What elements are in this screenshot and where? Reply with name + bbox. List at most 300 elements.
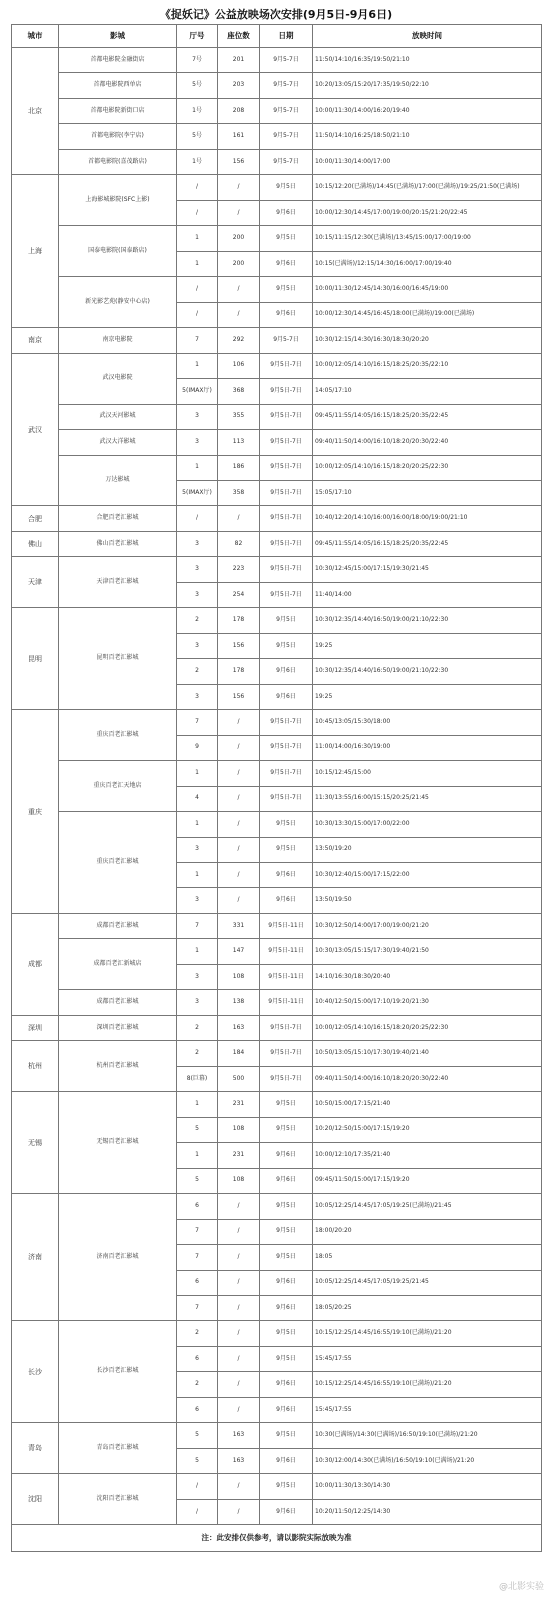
showtimes-cell: 10:00/12:30/14:45/16:45/18:00(已满场)/19:00(已满场) [313,302,542,327]
date-cell: 9月5日 [260,1423,313,1448]
seats-cell: / [218,277,260,302]
date-cell: 9月5日 [260,1117,313,1142]
date-cell: 9月5日-11日 [260,990,313,1015]
hall-cell: 5(IMAX厅) [177,379,218,404]
table-row [12,710,542,735]
date-cell: 9月5-7日 [260,124,313,149]
hall-cell: 3 [177,684,218,709]
hall-cell: 1 [177,939,218,964]
date-cell: 9月5日 [260,1245,313,1270]
date-cell: 9月5日-7日 [260,379,313,404]
cinema-cell: 沈阳百老汇影城 [59,1474,177,1525]
date-cell: 9月6日 [260,1499,313,1524]
showtimes-cell: 10:15/12:25/14:45/16:55/19:10(已满场)/21:20 [313,1321,542,1346]
date-cell: 9月5日-7日 [260,1015,313,1040]
date-cell: 9月5日 [260,1321,313,1346]
seats-cell: 108 [218,1117,260,1142]
seats-cell: / [218,710,260,735]
showtimes-cell: 15:45/17:55 [313,1397,542,1422]
seats-cell: / [218,812,260,837]
note-row [12,1525,542,1552]
cinema-cell: 成都百老汇新城店 [59,939,177,990]
hall-cell: / [177,506,218,531]
seats-cell: / [218,1397,260,1422]
hall-cell: 2 [177,1015,218,1040]
date-cell: 9月5日-7日 [260,455,313,480]
hall-cell: 6 [177,1270,218,1295]
table-row [12,531,542,556]
seats-cell: 292 [218,328,260,353]
seats-cell: 186 [218,455,260,480]
date-cell: 9月6日 [260,659,313,684]
hall-cell: 3 [177,557,218,582]
hall-cell: 4 [177,786,218,811]
date-cell: 9月5日-11日 [260,939,313,964]
showtimes-cell: 10:05/12:25/14:45/17:05/19:25/21:45 [313,1270,542,1295]
seats-cell: / [218,735,260,760]
seats-cell: 156 [218,633,260,658]
hall-cell: 5 [177,1423,218,1448]
showtimes-cell: 10:00/11:30/13:30/14:30 [313,1474,542,1499]
date-cell: 9月5日-7日 [260,786,313,811]
cinema-cell: 首都电影院新街口店 [59,98,177,123]
hall-cell: 1 [177,226,218,251]
city-cell: 北京 [12,48,59,175]
watermark: @北影实验 [498,1582,544,1592]
seats-cell: 200 [218,251,260,276]
seats-cell: / [218,786,260,811]
table-row [12,404,542,429]
table-row [12,1015,542,1040]
hall-cell: 7 [177,1219,218,1244]
seats-cell: 82 [218,531,260,556]
table-row [12,608,542,633]
showtimes-cell: 10:50/13:05/15:10/17:30/19:40/21:40 [313,1041,542,1066]
hall-cell: 7 [177,710,218,735]
date-cell: 9月5日-7日 [260,582,313,607]
seats-cell: 368 [218,379,260,404]
cinema-cell: 首都电影院金融街店 [59,48,177,73]
table-row [12,990,542,1015]
seats-cell: 138 [218,990,260,1015]
showtimes-cell: 10:30/12:50/14:00/17:00/19:00/21:20 [313,913,542,938]
date-cell: 9月5-7日 [260,328,313,353]
hall-cell: 7 [177,1295,218,1320]
header-date: 日期 [260,25,313,48]
table-row [12,761,542,786]
cinema-cell: 济南百老汇影城 [59,1194,177,1321]
hall-cell: 6 [177,1194,218,1219]
table-row [12,939,542,964]
cinema-cell: 青岛百老汇影城 [59,1423,177,1474]
showtimes-cell: 11:40/14:00 [313,582,542,607]
city-cell: 无锡 [12,1092,59,1194]
showtimes-cell: 09:40/11:50/14:00/16:10/18:20/20:30/22:40 [313,1066,542,1091]
showtimes-cell: 10:30/12:00/14:30(已满场)/16:50/19:10(已满场)/21:20 [313,1448,542,1473]
hall-cell: 7 [177,913,218,938]
seats-cell: / [218,1270,260,1295]
date-cell: 9月5日-7日 [260,1041,313,1066]
date-cell: 9月6日 [260,1143,313,1168]
seats-cell: 147 [218,939,260,964]
showtimes-cell: 13:50/19:20 [313,837,542,862]
date-cell: 9月5日 [260,633,313,658]
hall-cell: 3 [177,430,218,455]
city-cell: 武汉 [12,353,59,506]
seats-cell: / [218,1346,260,1371]
hall-cell: 7 [177,328,218,353]
date-cell: 9月5日 [260,277,313,302]
city-cell: 昆明 [12,608,59,710]
showtimes-cell: 10:50/15:00/17:15/21:40 [313,1092,542,1117]
showtimes-cell: 09:40/11:50/14:00/16:10/18:20/20:30/22:40 [313,430,542,455]
cinema-cell: 昆明百老汇影城 [59,608,177,710]
table-row [12,48,542,73]
cinema-cell: 重庆百老汇影城 [59,710,177,761]
date-cell: 9月5日 [260,1474,313,1499]
city-cell: 合肥 [12,506,59,531]
seats-cell: 163 [218,1015,260,1040]
showtimes-cell: 11:50/14:10/16:35/19:50/21:10 [313,48,542,73]
showtimes-cell: 13:50/19:50 [313,888,542,913]
date-cell: 9月5-7日 [260,48,313,73]
table-row [12,430,542,455]
showtimes-cell: 10:30/13:30/15:00/17:00/22:00 [313,812,542,837]
date-cell: 9月5日 [260,1346,313,1371]
city-cell: 上海 [12,175,59,328]
hall-cell: / [177,175,218,200]
hall-cell: 5号 [177,124,218,149]
city-cell: 长沙 [12,1321,59,1423]
hall-cell: 1 [177,812,218,837]
seats-cell: / [218,1194,260,1219]
seats-cell: 231 [218,1143,260,1168]
showtimes-cell: 10:45/13:05/15:30/18:00 [313,710,542,735]
showtimes-cell: 10:30/12:15/14:30/16:30/18:30/20:20 [313,328,542,353]
seats-cell: 108 [218,1168,260,1193]
showtimes-cell: 10:00/12:05/14:10/16:15/18:20/20:25/22:30 [313,455,542,480]
showtimes-cell: 10:15/11:15/12:30(已满场)/13:45/15:00/17:00/19:00 [313,226,542,251]
hall-cell: 1号 [177,149,218,174]
hall-cell: 5 [177,1168,218,1193]
table-row [12,124,542,149]
hall-cell: 1 [177,251,218,276]
seats-cell: 156 [218,684,260,709]
showtimes-cell: 10:00/11:30/12:45/14:30/16:00/16:45/19:00 [313,277,542,302]
showtimes-cell: 10:30/12:35/14:40/16:50/19:00/21:10/22:30 [313,608,542,633]
city-cell: 沈阳 [12,1474,59,1525]
page-title: 《捉妖记》公益放映场次安排(9月5日-9月6日) [159,8,393,21]
showtimes-cell: 14:05/17:10 [313,379,542,404]
date-cell: 9月6日 [260,1372,313,1397]
table-row [12,328,542,353]
hall-cell: 3 [177,531,218,556]
hall-cell: 1 [177,761,218,786]
city-cell: 济南 [12,1194,59,1321]
date-cell: 9月6日 [260,863,313,888]
header-showtimes: 放映时间 [313,25,542,48]
showtimes-cell: 10:30/12:35/14:40/16:50/19:00/21:10/22:30 [313,659,542,684]
seats-cell: / [218,302,260,327]
date-cell: 9月5日-7日 [260,353,313,378]
showtimes-cell: 10:20/13:05/15:20/17:35/19:50/22:10 [313,73,542,98]
showtimes-cell: 10:00/11:30/14:00/17:00 [313,149,542,174]
seats-cell: / [218,200,260,225]
table-header-row [12,25,542,48]
hall-cell: 3 [177,404,218,429]
seats-cell: 208 [218,98,260,123]
date-cell: 9月6日 [260,200,313,225]
showtimes-cell: 18:05/20:25 [313,1295,542,1320]
cinema-cell: 首都电影院(喜茂路店) [59,149,177,174]
date-cell: 9月5日 [260,812,313,837]
showtimes-cell: 18:00/20:20 [313,1219,542,1244]
seats-cell: / [218,1295,260,1320]
seats-cell: 254 [218,582,260,607]
cinema-cell: 万达影城 [59,455,177,506]
cinema-cell: 上海影城影院(SFC上影) [59,175,177,226]
showtimes-cell: 11:50/14:10/16:25/18:50/21:10 [313,124,542,149]
seats-cell: 184 [218,1041,260,1066]
seats-cell: 231 [218,1092,260,1117]
hall-cell: 7号 [177,48,218,73]
seats-cell: 358 [218,480,260,505]
seats-cell: 113 [218,430,260,455]
seats-cell: / [218,1219,260,1244]
hall-cell: 6 [177,1346,218,1371]
hall-cell: 1 [177,455,218,480]
cinema-cell: 首都电影院(李宁店) [59,124,177,149]
date-cell: 9月5日-11日 [260,913,313,938]
hall-cell: / [177,302,218,327]
date-cell: 9月5日-7日 [260,761,313,786]
seats-cell: / [218,1321,260,1346]
showtimes-cell: 10:05/12:25/14:45/17:05/19:25(已满场)/21:45 [313,1194,542,1219]
seats-cell: 178 [218,659,260,684]
table-row [12,98,542,123]
showtimes-cell: 14:10/16:30/18:30/20:40 [313,964,542,989]
table-row [12,913,542,938]
city-cell: 杭州 [12,1041,59,1092]
hall-cell: 3 [177,837,218,862]
table-row [12,226,542,251]
seats-cell: 163 [218,1423,260,1448]
hall-cell: 2 [177,1041,218,1066]
note: 注：此安排仅供参考，请以影院实际放映为准 [12,1525,542,1552]
date-cell: 9月5日 [260,608,313,633]
seats-cell: / [218,761,260,786]
city-cell: 天津 [12,557,59,608]
showtimes-cell: 10:40/12:20/14:10/16:00/16:00/18:00/19:00/21:10 [313,506,542,531]
showtimes-cell: 19:25 [313,684,542,709]
seats-cell: 500 [218,1066,260,1091]
date-cell: 9月6日 [260,1270,313,1295]
showtimes-cell: 18:05 [313,1245,542,1270]
table-row [12,1092,542,1117]
hall-cell: / [177,200,218,225]
cinema-cell: 长沙百老汇影城 [59,1321,177,1423]
hall-cell: 7 [177,1245,218,1270]
seats-cell: 223 [218,557,260,582]
seats-cell: / [218,1499,260,1524]
showtimes-cell: 10:20/12:50/15:00/17:15/19:20 [313,1117,542,1142]
hall-cell: 2 [177,659,218,684]
showtimes-cell: 10:30(已满场)/14:30(已满场)/16:50/19:10(已满场)/21:20 [313,1423,542,1448]
cinema-cell: 武汉大洋影城 [59,430,177,455]
table-row [12,1321,542,1346]
cinema-cell: 武汉天河影城 [59,404,177,429]
showtimes-cell: 10:15/12:25/14:45/16:55/19:10(已满场)/21:20 [313,1372,542,1397]
date-cell: 9月5日-7日 [260,557,313,582]
cinema-cell: 重庆百老汇天地店 [59,761,177,812]
cinema-cell: 新光影艺苑(静安中心店) [59,277,177,328]
date-cell: 9月5日 [260,1219,313,1244]
hall-cell: / [177,277,218,302]
date-cell: 9月6日 [260,1295,313,1320]
hall-cell: 5(IMAX厅) [177,480,218,505]
date-cell: 9月5日-7日 [260,1066,313,1091]
seats-cell: / [218,175,260,200]
showtimes-cell: 19:25 [313,633,542,658]
showtimes-cell: 10:20/11:50/12:25/14:30 [313,1499,542,1524]
showtimes-cell: 10:30/13:05/15:15/17:30/19:40/21:50 [313,939,542,964]
date-cell: 9月5日-7日 [260,404,313,429]
city-cell: 青岛 [12,1423,59,1474]
cinema-cell: 天津百老汇影城 [59,557,177,608]
date-cell: 9月5日 [260,1092,313,1117]
table-row [12,1474,542,1499]
hall-cell: 5 [177,1448,218,1473]
seats-cell: 200 [218,226,260,251]
date-cell: 9月6日 [260,888,313,913]
seats-cell: / [218,1245,260,1270]
cinema-cell: 武汉电影院 [59,353,177,404]
cinema-cell: 南京电影院 [59,328,177,353]
hall-cell: 6 [177,1397,218,1422]
city-cell: 南京 [12,328,59,353]
showtimes-cell: 11:30/13:55/16:00/15:15/20:25/21:45 [313,786,542,811]
city-cell: 重庆 [12,710,59,914]
table-row [12,149,542,174]
date-cell: 9月5-7日 [260,98,313,123]
hall-cell: 2 [177,1372,218,1397]
city-cell: 深圳 [12,1015,59,1040]
hall-cell: / [177,1499,218,1524]
showtimes-cell: 15:05/17:10 [313,480,542,505]
screening-schedule-table [11,24,542,1552]
cinema-cell: 杭州百老汇影城 [59,1041,177,1092]
table-row [12,557,542,582]
table-row [12,277,542,302]
showtimes-cell: 09:45/11:50/15:00/17:15/19:20 [313,1168,542,1193]
date-cell: 9月6日 [260,1448,313,1473]
hall-cell: / [177,1474,218,1499]
date-cell: 9月5日 [260,175,313,200]
table-row [12,73,542,98]
hall-cell: 9 [177,735,218,760]
table-row [12,175,542,200]
table-row [12,455,542,480]
cinema-cell: 无锡百老汇影城 [59,1092,177,1194]
table-row [12,1194,542,1219]
date-cell: 9月5-7日 [260,73,313,98]
showtimes-cell: 10:15/12:45/15:00 [313,761,542,786]
seats-cell: 203 [218,73,260,98]
hall-cell: 5号 [177,73,218,98]
hall-cell: 3 [177,888,218,913]
showtimes-cell: 10:40/12:50/15:00/17:10/19:20/21:30 [313,990,542,1015]
hall-cell: 2 [177,1321,218,1346]
seats-cell: 108 [218,964,260,989]
date-cell: 9月6日 [260,302,313,327]
showtimes-cell: 10:00/12:05/14:10/16:15/18:20/20:25/22:30 [313,1015,542,1040]
hall-cell: 3 [177,633,218,658]
table-row [12,353,542,378]
seats-cell: 355 [218,404,260,429]
showtimes-cell: 15:45/17:55 [313,1346,542,1371]
date-cell: 9月6日 [260,1168,313,1193]
header-hall: 厅号 [177,25,218,48]
date-cell: 9月5日-7日 [260,480,313,505]
hall-cell: 3 [177,582,218,607]
table-row [12,1423,542,1448]
cinema-cell: 成都百老汇影城 [59,913,177,938]
showtimes-cell: 10:15/12:20(已满场)/14:45(已满场)/17:00(已满场)/19:25/21:50(已满场) [313,175,542,200]
seats-cell: 201 [218,48,260,73]
date-cell: 9月6日 [260,684,313,709]
hall-cell: 2 [177,608,218,633]
hall-cell: 1 [177,1143,218,1168]
date-cell: 9月6日 [260,1397,313,1422]
hall-cell: 1 [177,863,218,888]
date-cell: 9月5日 [260,226,313,251]
city-cell: 成都 [12,913,59,1015]
header-city: 城市 [12,25,59,48]
seats-cell: 161 [218,124,260,149]
seats-cell: / [218,888,260,913]
seats-cell: 163 [218,1448,260,1473]
showtimes-cell: 10:00/12:05/14:10/16:15/18:25/20:35/22:10 [313,353,542,378]
cinema-cell: 国泰电影院(国泰路店) [59,226,177,277]
date-cell: 9月5日-7日 [260,735,313,760]
cinema-cell: 首都电影院西单店 [59,73,177,98]
cinema-cell: 深圳百老汇影城 [59,1015,177,1040]
table-body [12,48,542,1525]
cinema-cell: 佛山百老汇影城 [59,531,177,556]
showtimes-cell: 10:00/12:30/14:45/17:00/19:00/20:15/21:20/22:45 [313,200,542,225]
hall-cell: 1 [177,1092,218,1117]
seats-cell: 106 [218,353,260,378]
showtimes-cell: 10:15(已满场)/12:15/14:30/16:00/17:00/19:40 [313,251,542,276]
cinema-cell: 合肥百老汇影城 [59,506,177,531]
header-seats: 座位数 [218,25,260,48]
seats-cell: / [218,1474,260,1499]
seats-cell: 156 [218,149,260,174]
date-cell: 9月5日-7日 [260,506,313,531]
date-cell: 9月5日-11日 [260,964,313,989]
hall-cell: 3 [177,964,218,989]
header-cinema: 影城 [59,25,177,48]
seats-cell: / [218,837,260,862]
seats-cell: / [218,506,260,531]
date-cell: 9月6日 [260,251,313,276]
date-cell: 9月5-7日 [260,149,313,174]
seats-cell: 178 [218,608,260,633]
date-cell: 9月5日-7日 [260,531,313,556]
seats-cell: / [218,1372,260,1397]
showtimes-cell: 10:30/12:45/15:00/17:15/19:30/21:45 [313,557,542,582]
showtimes-cell: 09:45/11:55/14:05/16:15/18:25/20:35/22:45 [313,531,542,556]
